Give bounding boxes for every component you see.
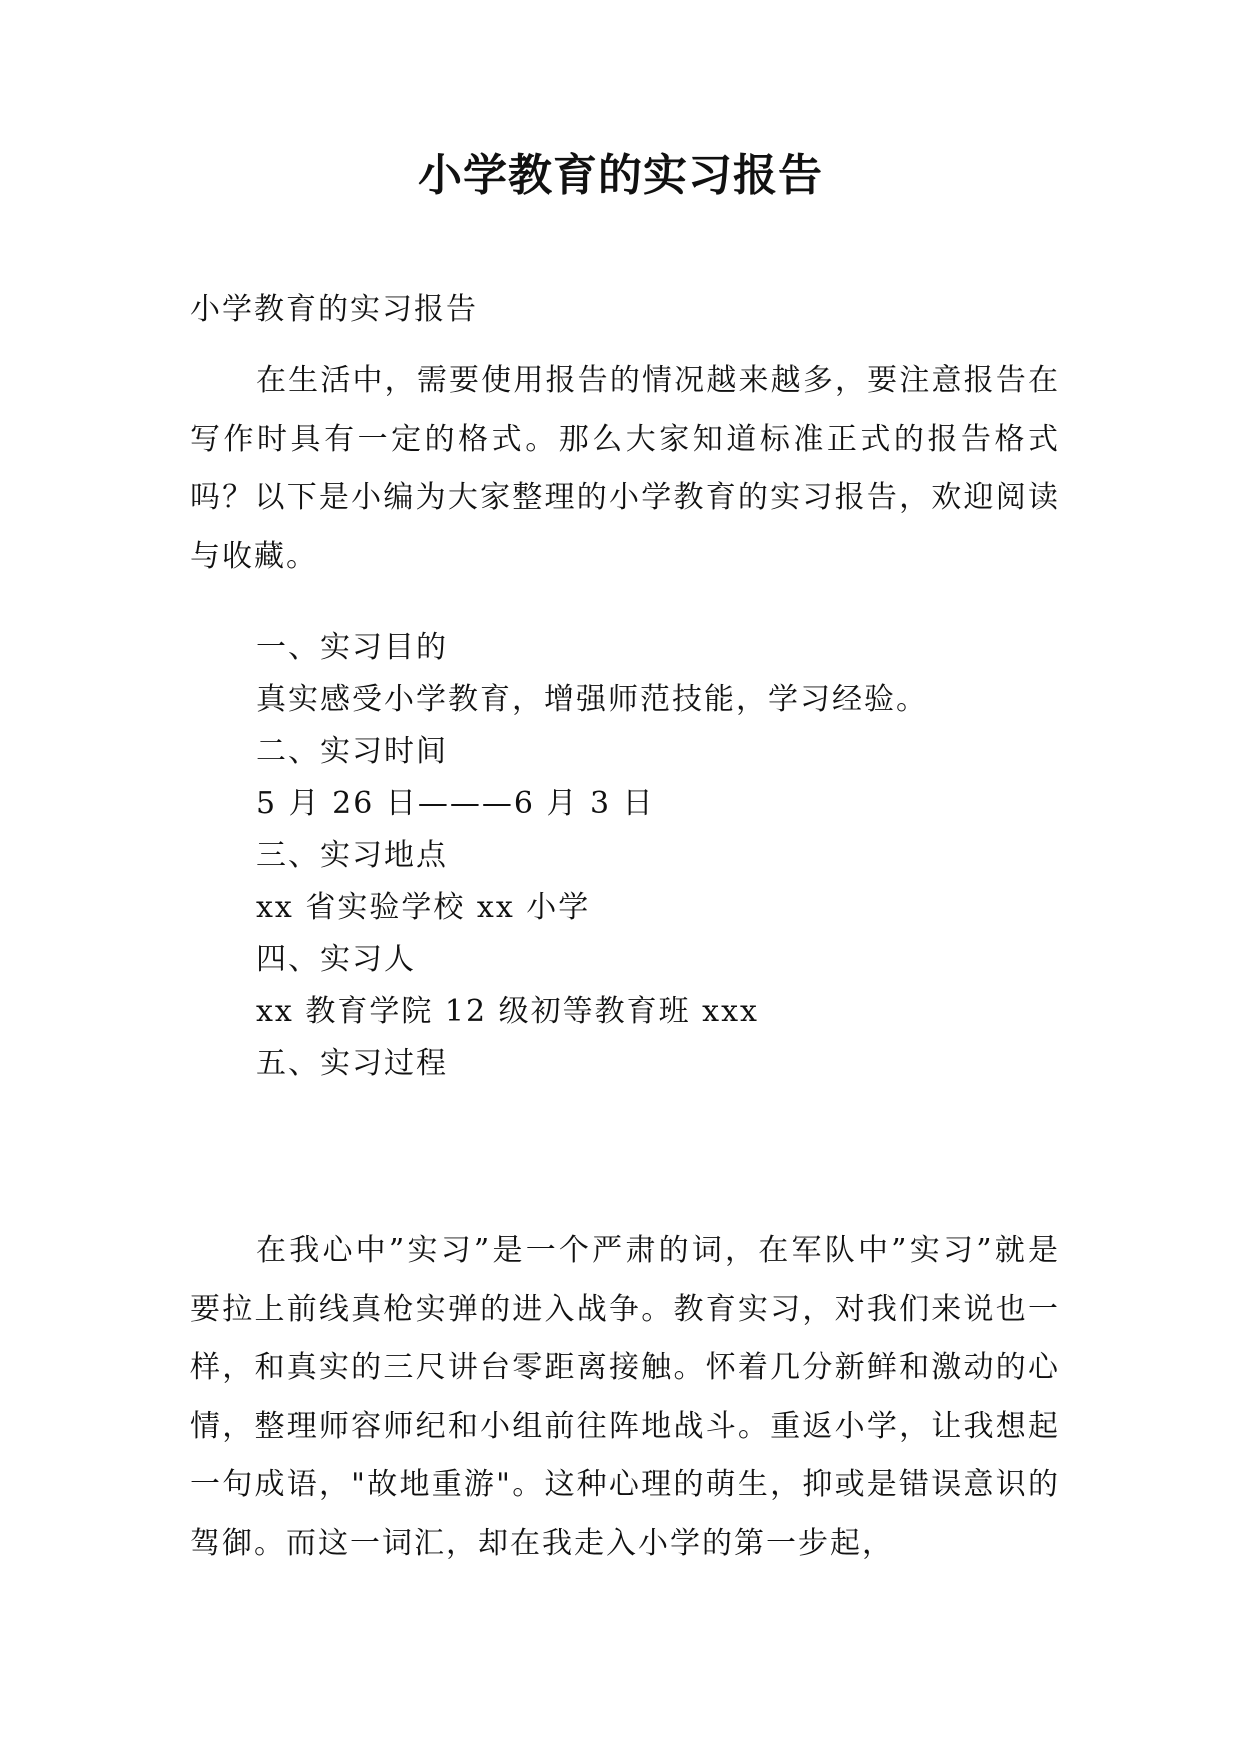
section-content-time: 5 月 26 日———6 月 3 日 (256, 786, 655, 821)
intro-paragraph: 在生活中，需要使用报告的情况越来越多，要注意报告在写作时具有一定的格式。那么大家知道标准正式的报告格式吗？以下是小编为大家整理的小学教育的实习报告，欢迎阅读与收藏。 (190, 363, 1060, 574)
section-content-person: xx 教育学院 12 级初等教育班 xxx (256, 994, 759, 1029)
section-heading-person: 四、实习人 (256, 942, 416, 977)
section-heading-process: 五、实习过程 (256, 1046, 448, 1081)
document-subtitle: 小学教育的实习报告 (190, 292, 478, 327)
section-heading-time: 二、实习时间 (256, 734, 448, 769)
section-heading-location: 三、实习地点 (256, 838, 448, 873)
process-paragraph: 在我心中”实习”是一个严肃的词，在军队中”实习”就是要拉上前线真枪实弹的进入战争。教育实习，对我们来说也一样，和真实的三尺讲台零距离接触。怀着几分新鲜和激动的心情，整理师容师纪和小组前往阵地战斗。重返小学，让我想起一句成语，"故地重游"。这种心理的萌生，抑或是错误意识的驾御。而这一词汇，却在我走入小学的第一步起， (190, 1233, 1060, 1561)
section-content-purpose: 真实感受小学教育，增强师范技能，学习经验。 (256, 682, 928, 717)
section-content-location: xx 省实验学校 xx 小学 (256, 890, 591, 925)
document-title: 小学教育的实习报告 (418, 150, 823, 201)
section-heading-purpose: 一、实习目的 (256, 630, 448, 665)
